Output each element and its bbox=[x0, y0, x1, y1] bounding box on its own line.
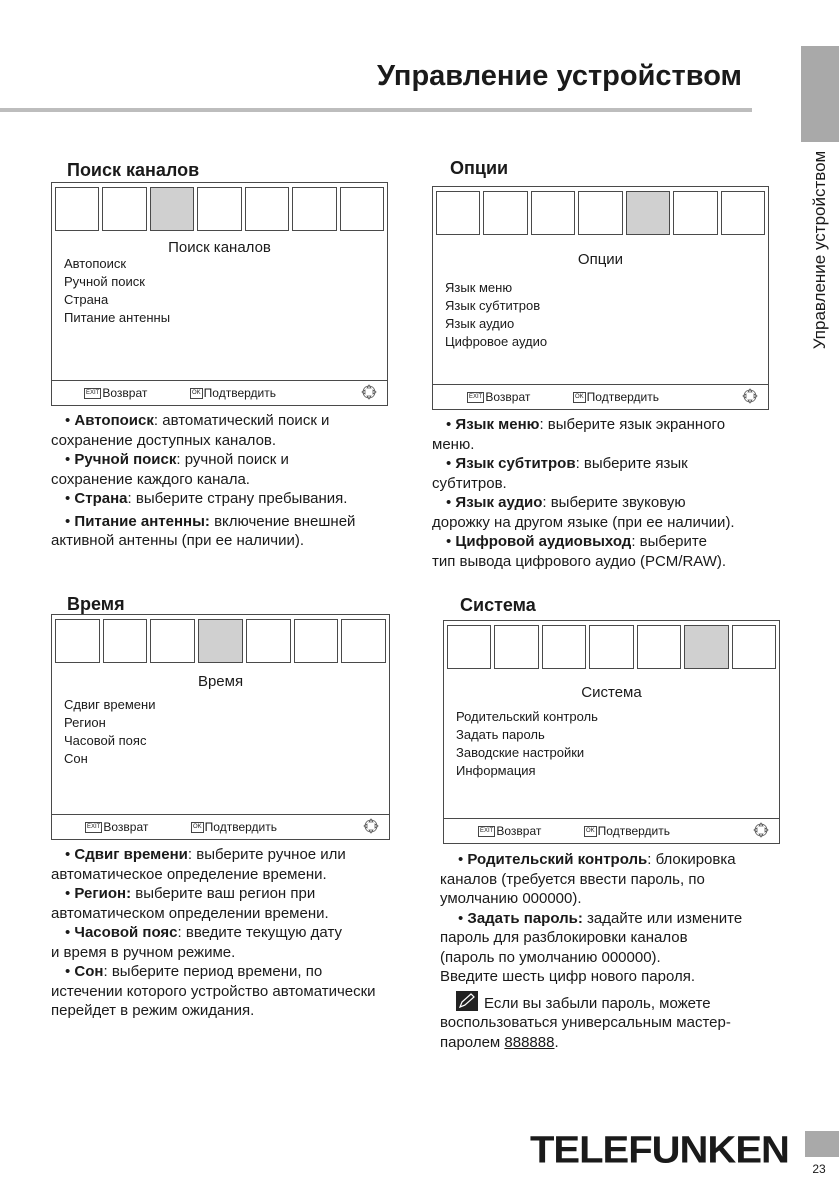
menu-tile bbox=[340, 187, 384, 231]
menu-tiles bbox=[447, 625, 776, 669]
section-heading-options: Опции bbox=[450, 158, 509, 178]
screen-title: Время bbox=[197, 673, 244, 690]
menu-item: Сдвиг времени bbox=[64, 697, 156, 712]
exit-key-icon: EXIT bbox=[478, 826, 495, 837]
menu-tile bbox=[245, 187, 289, 231]
screen-footer bbox=[52, 380, 387, 405]
side-section-label: Управление устройством bbox=[810, 150, 829, 350]
back-hint: EXIT Возврат bbox=[469, 390, 531, 404]
menu-tile bbox=[292, 187, 336, 231]
ok-key-icon: OK bbox=[191, 822, 204, 833]
exit-key-icon: EXIT bbox=[84, 388, 101, 399]
screen-title: Поиск каналов bbox=[168, 239, 271, 256]
section-heading-system: Система bbox=[460, 595, 536, 615]
menu-tile bbox=[732, 625, 776, 669]
menu-item: Регион bbox=[64, 715, 106, 730]
menu-tile bbox=[294, 619, 339, 663]
menu-tile bbox=[341, 619, 386, 663]
exit-key-icon: EXIT bbox=[85, 822, 102, 833]
menu-tiles bbox=[436, 191, 765, 235]
screen-menu bbox=[64, 255, 170, 327]
menu-tile bbox=[494, 625, 538, 669]
page-number: 23 bbox=[812, 1162, 826, 1176]
menu-tile-active bbox=[626, 191, 670, 235]
navigation-arrows-icon bbox=[361, 384, 377, 400]
confirm-hint: OK Подтвердить bbox=[193, 820, 277, 834]
screen-options bbox=[432, 186, 769, 410]
menu-item: Сон bbox=[64, 751, 88, 766]
navigation-arrows-icon bbox=[363, 818, 379, 834]
description-options: • Язык меню: выберите язык экранного меню. • Язык субтитров: выберите язык субтитров. • Язык аудио: выберите звуковую дорожку на другом языке (при ее наличии). • Цифровой аудиовыход: выберите тип вывода цифрового аудио (PCM/RAW). bbox=[432, 416, 735, 570]
confirm-hint: OK Подтвердить bbox=[575, 390, 659, 404]
page-tab-marker bbox=[805, 1131, 839, 1157]
menu-tile-active bbox=[198, 619, 243, 663]
menu-item: Язык меню bbox=[445, 280, 513, 295]
screen-channel-search bbox=[51, 182, 388, 406]
menu-tile bbox=[531, 191, 575, 235]
menu-tile bbox=[483, 191, 527, 235]
description-channel-search: • Автопоиск: автоматический поиск и сохранение доступных каналов. • Ручной поиск: ручной поиск и сохранение каждого канала. • Страна: выберите страну пребывания. • Питание антенны: включение внешней активной антенны (при ее наличии). bbox=[51, 412, 356, 549]
menu-tile bbox=[447, 625, 491, 669]
menu-tile bbox=[55, 619, 100, 663]
back-hint: EXIT Возврат bbox=[480, 824, 542, 838]
screen-time bbox=[51, 614, 390, 840]
menu-item: Автопоиск bbox=[64, 256, 127, 271]
confirm-hint: OK Подтвердить bbox=[586, 824, 670, 838]
screen-title: Опции bbox=[577, 251, 624, 268]
menu-tiles bbox=[55, 187, 384, 231]
menu-item: Заводские настройки bbox=[456, 745, 585, 760]
confirm-hint: OK Подтвердить bbox=[192, 386, 276, 400]
menu-item: Задать пароль bbox=[456, 727, 545, 742]
menu-tile bbox=[246, 619, 291, 663]
menu-tile bbox=[150, 619, 195, 663]
back-hint: EXIT Возврат bbox=[87, 820, 149, 834]
menu-item: Язык субтитров bbox=[445, 298, 541, 313]
section-heading-time: Время bbox=[67, 594, 125, 614]
menu-item: Ручной поиск bbox=[64, 274, 145, 289]
ok-key-icon: OK bbox=[573, 392, 586, 403]
screen-menu bbox=[456, 708, 598, 780]
description-time: • Сдвиг времени: выберите ручное или автоматическое определение времени. • Регион: выберите ваш регион при автоматическом определении времени. • Часовой пояс: введите текущую дату и время в ручном режиме. • Сон: выберите период времени, по истечении которого устройство автоматически перейдет в режим ожидания. bbox=[51, 846, 376, 1019]
note-pencil-icon bbox=[456, 991, 478, 1011]
screen-menu bbox=[445, 279, 547, 351]
navigation-arrows-icon bbox=[742, 388, 758, 404]
menu-tile bbox=[197, 187, 241, 231]
description-system: • Родительский контроль: блокировка каналов (требуется ввести пароль, по умолчанию 000000). • Задать пароль: задайте или измените пароль для разблокировки каналов (пароль по умолчанию 000000). Введите шесть цифр нового пароля. Если вы забыли пароль, можете воспользоваться универсальным мастер- паролем 888888. bbox=[440, 851, 743, 1051]
ok-key-icon: OK bbox=[584, 826, 597, 837]
screen-menu bbox=[64, 696, 155, 768]
menu-tile bbox=[589, 625, 633, 669]
menu-item: Цифровое аудио bbox=[445, 334, 548, 349]
screen-footer bbox=[433, 384, 768, 409]
screen-footer bbox=[52, 814, 389, 839]
menu-tile-active bbox=[684, 625, 728, 669]
master-password: 888888 bbox=[504, 1033, 555, 1051]
screen-title: Система bbox=[581, 684, 642, 701]
menu-tile bbox=[103, 619, 148, 663]
menu-item: Родительский контроль bbox=[456, 709, 598, 724]
menu-tile bbox=[102, 187, 146, 231]
menu-tile bbox=[721, 191, 765, 235]
note-text: Если вы забыли пароль, можете bbox=[484, 994, 711, 1012]
menu-item: Питание антенны bbox=[64, 310, 171, 325]
ok-key-icon: OK bbox=[190, 388, 203, 399]
exit-key-icon: EXIT bbox=[467, 392, 484, 403]
title-divider bbox=[0, 108, 752, 112]
screen-system bbox=[443, 620, 780, 844]
menu-tile-active bbox=[150, 187, 194, 231]
menu-item: Часовой пояс bbox=[64, 733, 147, 748]
menu-tile bbox=[673, 191, 717, 235]
menu-tile bbox=[578, 191, 622, 235]
menu-item: Информация bbox=[456, 763, 536, 778]
navigation-arrows-icon bbox=[753, 822, 769, 838]
menu-tile bbox=[637, 625, 681, 669]
back-hint: EXIT Возврат bbox=[86, 386, 148, 400]
screen-footer bbox=[444, 818, 779, 843]
menu-tiles bbox=[55, 619, 386, 663]
brand-logo: TELEFUNKEN bbox=[530, 1129, 789, 1171]
menu-item: Язык аудио bbox=[445, 316, 515, 331]
menu-item: Страна bbox=[64, 292, 109, 307]
menu-tile bbox=[55, 187, 99, 231]
menu-tile bbox=[542, 625, 586, 669]
menu-tile bbox=[436, 191, 480, 235]
section-heading-channel-search: Поиск каналов bbox=[67, 160, 200, 180]
page-title: Управление устройством bbox=[377, 60, 742, 92]
